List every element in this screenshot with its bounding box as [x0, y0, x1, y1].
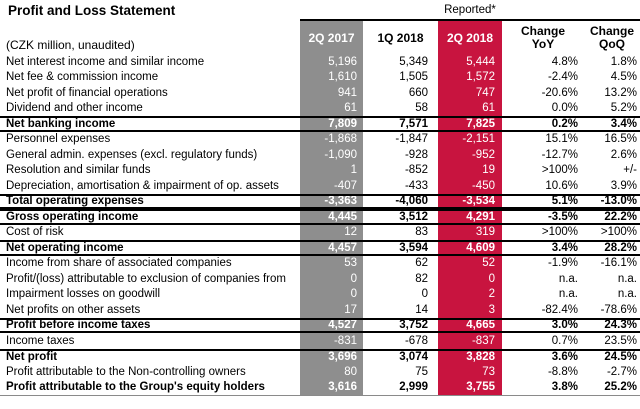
cell-2q2018: 52: [438, 256, 502, 272]
cell-change-qoq: 24.5%: [604, 351, 637, 364]
cell-change-yoy: -1.9%: [547, 257, 578, 270]
cell-change-yoy: n.a.: [558, 288, 578, 301]
cell-change-qoq: 3.4%: [610, 118, 637, 130]
unit-note: (CZK million, unaudited): [6, 38, 135, 52]
table-row: [0, 178, 640, 194]
cell-change-qoq: n.a.: [617, 288, 637, 301]
cell-change-qoq: 4.5%: [610, 71, 637, 84]
table-row: [0, 364, 640, 380]
table-body: [0, 54, 640, 395]
cell-2q2017: 4,445: [300, 211, 363, 223]
cell-change-yoy: 3.4%: [551, 242, 578, 254]
cell-change-qoq: -2.7%: [606, 365, 637, 378]
cell-2q2018: 3: [438, 302, 502, 318]
cell-1q2018: 1,505: [399, 71, 428, 84]
cell-2q2017: 5,196: [300, 54, 363, 70]
row-label: Net interest income and similar income: [6, 55, 205, 68]
row-label: Net profit: [6, 351, 58, 364]
cell-2q2017: 1,610: [300, 70, 363, 86]
cell-2q2017: 61: [300, 101, 363, 117]
cell-2q2017: -1,090: [300, 147, 363, 163]
cell-change-yoy: -8.8%: [547, 365, 578, 378]
cell-1q2018: 14: [415, 303, 428, 316]
cell-change-qoq: +/-: [623, 164, 637, 177]
cell-change-yoy: 5.1%: [551, 195, 578, 207]
cell-change-yoy: -20.6%: [541, 86, 578, 99]
cell-1q2018: 75: [415, 365, 428, 378]
cell-2q2018: -2,151: [438, 132, 502, 148]
cell-1q2018: -4,060: [395, 195, 428, 207]
table-row: [0, 147, 640, 163]
cell-change-yoy: >100%: [541, 226, 578, 239]
row-label: Personnel expenses: [6, 133, 111, 146]
cell-2q2018: 747: [438, 85, 502, 101]
cell-2q2017: 3,616: [300, 380, 363, 396]
row-label: Net fee & commission income: [6, 71, 159, 84]
cell-2q2017: 3,696: [300, 351, 363, 365]
table-row: [0, 333, 640, 349]
cell-2q2017: 7,809: [300, 118, 363, 130]
cell-2q2017: 0: [300, 271, 363, 287]
row-label: Income from share of associated companies: [6, 257, 232, 270]
cell-1q2018: -433: [404, 179, 428, 192]
table-row: [0, 380, 640, 396]
cell-1q2018: 3,752: [399, 319, 428, 331]
cell-1q2018: 660: [408, 86, 428, 99]
cell-2q2017: 1: [300, 163, 363, 179]
cell-change-qoq: 28.2%: [604, 242, 637, 254]
cell-change-qoq: 23.5%: [604, 334, 637, 347]
col-header-change-qoq-line2: QoQ: [599, 36, 625, 51]
cell-2q2017: 941: [300, 85, 363, 101]
table-row: [0, 302, 640, 318]
cell-2q2017: 4,527: [300, 320, 363, 332]
table-row: [0, 209, 640, 225]
table-row: [0, 85, 640, 101]
cell-change-yoy: -82.4%: [541, 303, 578, 316]
table-row: [0, 194, 640, 210]
cell-2q2017: -831: [300, 333, 363, 349]
table-row: [0, 225, 640, 241]
col-header-change-qoq: [584, 21, 640, 54]
cell-2q2018: 4,291: [438, 211, 502, 223]
row-label: Gross operating income: [6, 211, 139, 223]
cell-change-qoq: 16.5%: [604, 133, 637, 146]
cell-change-qoq: -78.6%: [600, 303, 637, 316]
table-row: [0, 70, 640, 86]
cell-change-yoy: 0.2%: [551, 118, 578, 130]
row-label: Dividend and other income: [6, 102, 143, 115]
cell-1q2018: 83: [415, 226, 428, 239]
cell-1q2018: -928: [404, 148, 428, 161]
cell-2q2018: -952: [438, 147, 502, 163]
table-header-row: [0, 21, 640, 54]
cell-1q2018: 3,074: [399, 351, 428, 364]
cell-change-qoq: >100%: [600, 226, 637, 239]
cell-change-qoq: 13.2%: [604, 86, 637, 99]
cell-2q2018: 0: [438, 271, 502, 287]
cell-change-qoq: 22.2%: [604, 211, 637, 223]
table-row: [0, 318, 640, 334]
cell-2q2018: 4,665: [438, 320, 502, 332]
cell-change-yoy: 4.8%: [551, 55, 578, 68]
cell-1q2018: 5,349: [399, 55, 428, 68]
cell-1q2018: -852: [404, 164, 428, 177]
cell-change-qoq: 3.9%: [610, 179, 637, 192]
cell-change-yoy: 0.0%: [551, 102, 578, 115]
col-header-change-yoy-line2: YoY: [531, 36, 555, 51]
cell-change-yoy: 15.1%: [545, 133, 578, 146]
cell-2q2017: -3,363: [300, 196, 363, 208]
cell-change-yoy: -3.5%: [547, 211, 578, 223]
row-label: Profit before income taxes: [6, 319, 151, 331]
cell-2q2018: 61: [438, 101, 502, 117]
cell-change-yoy: 3.6%: [551, 351, 578, 364]
cell-2q2017: 0: [300, 287, 363, 303]
row-label: Resolution and similar funds: [6, 164, 151, 177]
row-label: Depreciation, amortisation & impairment of op. assets: [6, 179, 279, 192]
cell-change-yoy: 0.7%: [551, 334, 578, 347]
row-label: Impairment losses on goodwill: [6, 288, 161, 301]
col-header-2q2017: 2Q 2017: [300, 21, 363, 54]
table-row: [0, 54, 640, 70]
row-label: Profit attributable to the Group's equity holders: [6, 381, 265, 394]
cell-2q2017: -407: [300, 178, 363, 194]
cell-1q2018: 3,594: [399, 242, 428, 254]
table-row: [0, 163, 640, 179]
cell-2q2017: 17: [300, 302, 363, 318]
reported-band-rule: [300, 19, 640, 22]
cell-1q2018: 7,571: [399, 118, 428, 130]
col-header-change-yoy: [502, 21, 584, 54]
cell-1q2018: 82: [415, 272, 428, 285]
cell-2q2018: 2: [438, 287, 502, 303]
cell-change-yoy: 3.0%: [551, 319, 578, 331]
cell-2q2018: -3,534: [438, 196, 502, 208]
cell-2q2018: 5,444: [438, 54, 502, 70]
table-row: [0, 116, 640, 132]
cell-change-yoy: -2.4%: [547, 71, 578, 84]
cell-1q2018: 58: [415, 102, 428, 115]
table-bottom-rule: [0, 395, 640, 396]
row-label: Net profits on other assets: [6, 303, 141, 316]
cell-2q2018: 19: [438, 163, 502, 179]
cell-2q2017: -1,868: [300, 132, 363, 148]
cell-2q2018: -837: [438, 333, 502, 349]
cell-2q2018: -450: [438, 178, 502, 194]
cell-1q2018: -1,847: [395, 133, 428, 146]
cell-1q2018: -678: [404, 334, 428, 347]
cell-change-yoy: 3.8%: [551, 381, 578, 394]
reported-band-label: Reported*: [444, 4, 496, 16]
cell-2q2018: 319: [438, 225, 502, 241]
cell-change-qoq: 5.2%: [610, 102, 637, 115]
cell-2q2018: 3,755: [438, 380, 502, 396]
cell-change-qoq: n.a.: [617, 272, 637, 285]
cell-1q2018: 3,512: [399, 211, 428, 223]
cell-change-qoq: -16.1%: [600, 257, 637, 270]
cell-2q2017: 53: [300, 256, 363, 272]
cell-change-qoq: 25.2%: [604, 381, 637, 394]
row-label: Net operating income: [6, 242, 124, 254]
cell-change-qoq: 1.8%: [610, 55, 637, 68]
table-row: [0, 349, 640, 365]
row-label: Net profit of financial operations: [6, 86, 168, 99]
cell-change-yoy: 10.6%: [545, 179, 578, 192]
row-label: Income taxes: [6, 334, 75, 347]
cell-2q2017: 12: [300, 225, 363, 241]
col-header-change-qoq-line1: Change: [589, 23, 634, 38]
row-label: Total operating expenses: [6, 195, 144, 207]
page-title: Profit and Loss Statement: [8, 3, 176, 18]
cell-2q2017: 80: [300, 364, 363, 380]
cell-2q2018: 73: [438, 364, 502, 380]
cell-2q2018: 3,828: [438, 351, 502, 365]
cell-1q2018: 62: [415, 257, 428, 270]
table-row: [0, 287, 640, 303]
table-row: [0, 101, 640, 117]
top-band: [0, 0, 640, 21]
row-label: General admin. expenses (excl. regulatory funds): [6, 148, 258, 161]
col-header-change-yoy-line1: Change: [520, 23, 565, 38]
cell-1q2018: 0: [421, 288, 428, 301]
cell-change-yoy: -12.7%: [541, 148, 578, 161]
cell-change-yoy: >100%: [541, 164, 578, 177]
row-label: Cost of risk: [6, 226, 64, 239]
col-header-2q2018: 2Q 2018: [438, 21, 502, 54]
cell-change-qoq: 2.6%: [610, 148, 637, 161]
cell-change-qoq: 24.3%: [604, 319, 637, 331]
cell-2q2018: 4,609: [438, 242, 502, 254]
col-header-1q2018: 1Q 2018: [377, 30, 424, 45]
table-row: [0, 240, 640, 256]
row-label: Profit attributable to the Non-controlling owners: [6, 365, 246, 378]
table-row: [0, 132, 640, 148]
cell-change-qoq: -13.0%: [600, 195, 637, 207]
cell-2q2018: 7,825: [438, 118, 502, 130]
cell-2q2018: 1,572: [438, 70, 502, 86]
cell-2q2017: 4,457: [300, 242, 363, 254]
table-row: [0, 256, 640, 272]
cell-1q2018: 2,999: [399, 381, 428, 394]
row-label: Profit/(loss) attributable to exclusion of companies from: [6, 272, 286, 285]
cell-change-yoy: n.a.: [558, 272, 578, 285]
table-row: [0, 271, 640, 287]
row-label: Net banking income: [6, 118, 116, 130]
